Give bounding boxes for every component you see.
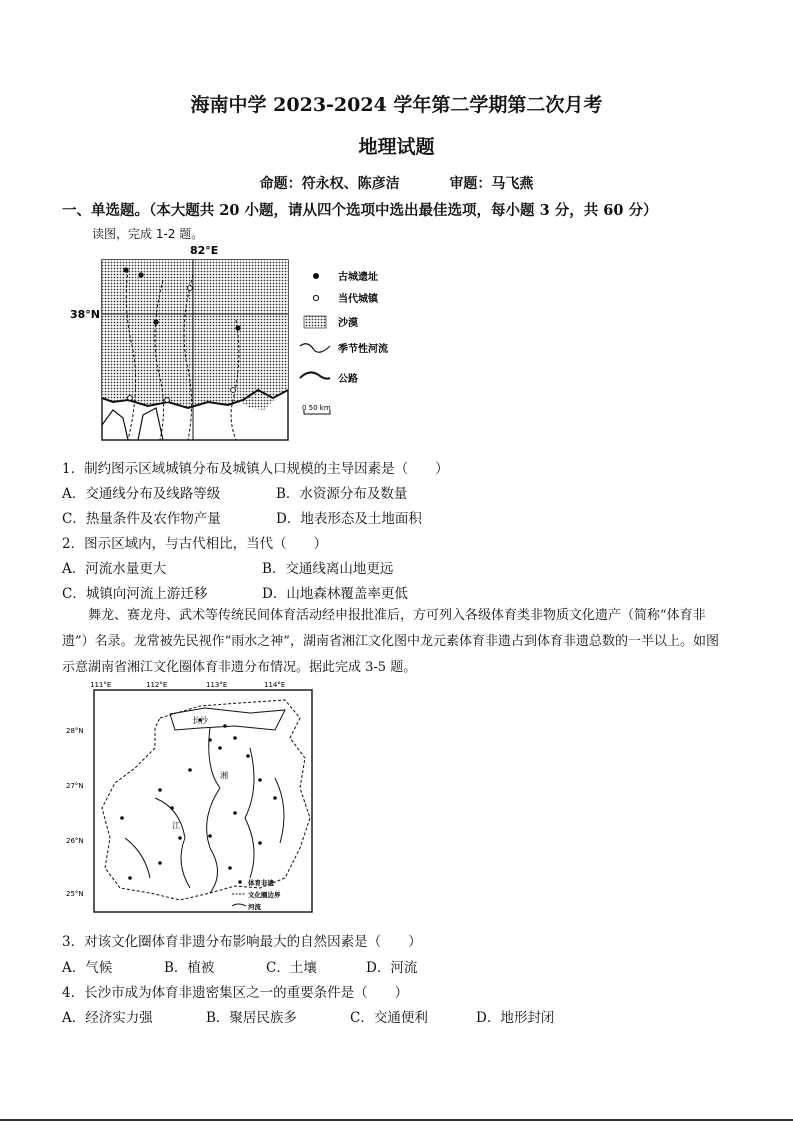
page-subtitle: 地理试题 bbox=[358, 136, 435, 158]
legend-road: 公路 bbox=[338, 374, 358, 385]
lon-label-114: 114°E bbox=[264, 681, 286, 689]
heritage-dot bbox=[233, 736, 237, 740]
q1-option-b[interactable]: B．水资源分布及数量 bbox=[276, 486, 408, 502]
q2-stem: 2．图示区域内，与古代相比，当代（ ） bbox=[62, 536, 328, 552]
q3-option-b[interactable]: B．植被 bbox=[164, 960, 215, 976]
heritage-dot bbox=[233, 811, 237, 815]
q4-stem: 4．长沙市成为体育非遗密集区之一的重要条件是（ ） bbox=[62, 985, 409, 1001]
q3-option-d[interactable]: D．河流 bbox=[366, 960, 418, 976]
q3-option-a[interactable]: A．气候 bbox=[62, 960, 113, 976]
q1-stem: 1．制约图示区域城镇分布及城镇人口规模的主导因素是（ ） bbox=[62, 461, 449, 477]
q4-option-b[interactable]: B．聚居民族多 bbox=[206, 1010, 297, 1026]
modern-town-dot bbox=[165, 398, 170, 403]
q3-stem: 3．对该文化圈体育非遗分布影响最大的自然因素是（ ） bbox=[62, 934, 422, 950]
q4-option-d[interactable]: D．地形封闭 bbox=[476, 1010, 555, 1026]
q2-option-a[interactable]: A．河流水量更大 bbox=[62, 561, 167, 577]
legend-river2: 河流 bbox=[248, 903, 261, 911]
river-label-xiang: 湘 bbox=[220, 771, 228, 780]
section-intro: 读图，完成 1-2 题。 bbox=[92, 227, 204, 241]
heritage-dot bbox=[158, 788, 162, 792]
heritage-dot bbox=[120, 816, 124, 820]
heritage-dot bbox=[246, 754, 250, 758]
heritage-dot bbox=[178, 836, 182, 840]
legend-town: 当代城镇 bbox=[338, 294, 378, 305]
legend-desert-icon bbox=[304, 316, 326, 328]
page-title: 海南中学 2023-2024 学年第二学期第二次月考 bbox=[190, 94, 603, 116]
hunan-map-figure bbox=[60, 678, 320, 918]
q1-option-c[interactable]: C．热量条件及农作物产量 bbox=[62, 511, 221, 527]
modern-town-dot bbox=[231, 388, 236, 393]
heritage-dot bbox=[218, 746, 222, 750]
legend-heritage: 体育非遗 bbox=[248, 879, 274, 887]
heritage-dot bbox=[158, 861, 162, 865]
q1-option-a[interactable]: A．交通线分布及线路等级 bbox=[62, 486, 221, 502]
heritage-dot bbox=[228, 866, 232, 870]
q1-option-d[interactable]: D．地表形态及土地面积 bbox=[276, 511, 422, 527]
q2-option-d[interactable]: D．山地森林覆盖率更低 bbox=[262, 586, 408, 602]
ancient-city-dot bbox=[235, 325, 240, 330]
heritage-dot bbox=[208, 834, 212, 838]
lon-label-112: 112°E bbox=[146, 681, 168, 689]
desert-map-figure bbox=[68, 240, 408, 445]
legend-town-icon bbox=[313, 295, 318, 300]
q2-option-b[interactable]: B．交通线离山地更远 bbox=[262, 561, 394, 577]
reviewer-label: 审题：马飞燕 bbox=[449, 176, 534, 192]
heritage-dot bbox=[223, 724, 227, 728]
heritage-dot bbox=[170, 806, 174, 810]
passage-text: 舞龙、赛龙舟、武术等传统民间体育活动经申报批准后，方可列入各级体育类非物质文化遗产（简称“体育非遗”）名录。龙常被先民视作“雨水之神”，湖南省湘江文化图中龙元素体育非遗占到体育非遗总数的一半以上。如图示意湖南省湘江文化圈体育非遗分布情况。据此完成 3-5 题。 bbox=[62, 608, 719, 675]
legend-road-icon bbox=[300, 372, 330, 378]
legend-heritage-icon bbox=[238, 880, 242, 884]
legend-ancient-icon bbox=[313, 273, 319, 279]
scale-label: 0 50 km bbox=[302, 404, 331, 412]
legend-desert: 沙漠 bbox=[338, 318, 358, 329]
heritage-dot bbox=[258, 841, 262, 845]
lat-label-25: 25°N bbox=[66, 890, 84, 898]
legend-river: 季节性河流 bbox=[338, 344, 388, 355]
bottom-rule bbox=[0, 1119, 793, 1121]
heritage-dot bbox=[208, 738, 212, 742]
lat-label-26: 26°N bbox=[66, 837, 84, 845]
section-heading: 一、单选题。（本大题共 20 小题，请从四个选项中选出最佳选项，每小题 3 分，共 60 分） bbox=[62, 202, 658, 219]
author-line bbox=[0, 173, 793, 193]
q4-option-c[interactable]: C．交通便利 bbox=[350, 1010, 428, 1026]
lat-label-27: 27°N bbox=[66, 782, 84, 790]
modern-town-dot bbox=[128, 396, 133, 401]
river-label-jiang: 江 bbox=[172, 821, 180, 830]
ancient-city-dot bbox=[138, 272, 143, 277]
lon-label-113: 113°E bbox=[206, 681, 228, 689]
legend-river-icon bbox=[300, 344, 330, 353]
author-label: 命题：符永权、陈彦洁 bbox=[259, 176, 400, 192]
heritage-dot bbox=[128, 876, 132, 880]
q4-option-a[interactable]: A．经济实力强 bbox=[62, 1010, 153, 1026]
lat-label-28: 28°N bbox=[66, 727, 84, 735]
heritage-dot bbox=[258, 778, 262, 782]
heritage-dot bbox=[273, 796, 277, 800]
lon-label: 82°E bbox=[190, 244, 219, 257]
modern-town-dot bbox=[188, 286, 193, 291]
lat-label: 38°N bbox=[70, 308, 101, 321]
city-label-changsha: 长沙 bbox=[192, 716, 208, 725]
lon-label-111: 111°E bbox=[90, 681, 112, 689]
ancient-city-dot bbox=[153, 319, 158, 324]
heritage-dot bbox=[188, 768, 192, 772]
legend-ancient: 古城遗址 bbox=[338, 272, 378, 283]
legend-boundary: 文化圈边界 bbox=[248, 891, 281, 899]
q2-option-c[interactable]: C．城镇向河流上游迁移 bbox=[62, 586, 208, 602]
ancient-city-dot bbox=[123, 267, 128, 272]
q3-option-c[interactable]: C．土壤 bbox=[266, 960, 317, 976]
